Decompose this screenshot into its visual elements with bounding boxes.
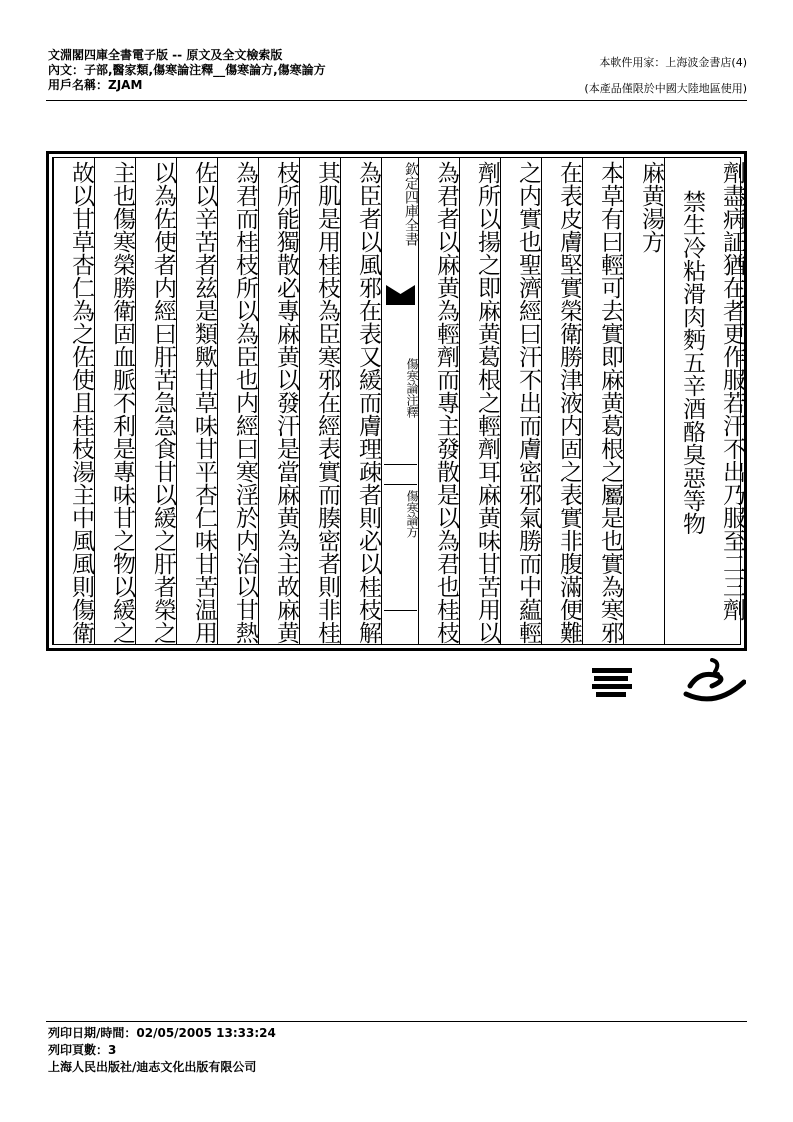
- text-column: [623, 158, 665, 644]
- text-column: [299, 158, 341, 644]
- header-title: 文淵閣四庫全書電子版 -- 原文及全文檢索版: [48, 48, 283, 62]
- column-text: 之内實也聖濟經曰汗不出而膚密邪氣勝而中藴輕: [515, 161, 541, 644]
- column-text: 禁生冷粘滑肉麪五辛酒酪臭惡等物: [679, 190, 705, 535]
- center-rule: [384, 464, 417, 465]
- center-rule: [384, 610, 417, 611]
- center-margin-column: [381, 158, 419, 644]
- center-rule: [384, 484, 417, 485]
- header-restriction: (本產品僅限於中國大陸地區使用): [584, 82, 747, 95]
- header-left: [48, 48, 326, 93]
- book-stack-icon: [592, 668, 632, 697]
- text-column: [541, 158, 583, 644]
- footer: [48, 1025, 276, 1076]
- header-divider: [46, 100, 747, 101]
- text-column: [418, 158, 460, 644]
- column-text: 佐以辛苦者兹是類歟甘草味甘平杏仁味甘苦温用: [191, 161, 217, 644]
- header-licensee: 本軟件用家：上海波金書店(4): [599, 56, 747, 69]
- column-text: 主也傷寒榮勝衛固血脈不利是專味甘之物以緩之: [109, 161, 135, 644]
- footer-print-pages: 列印頁數：3: [48, 1043, 117, 1057]
- column-text: 麻黄湯方: [638, 161, 664, 253]
- text-column: [94, 158, 136, 644]
- header-right: [584, 50, 747, 102]
- column-text: 為君而桂枝所以為臣也内經曰寒淫於内治以甘熱: [232, 161, 258, 644]
- text-column: [217, 158, 259, 644]
- text-column: [340, 158, 382, 644]
- text-column: [53, 158, 95, 644]
- column-text: 在表皮膚堅實榮衛勝津液内固之表實非腹滿便難: [556, 161, 582, 644]
- center-title: 欽定四庫全書: [403, 162, 419, 246]
- center-book-title: 傷寒論注釋: [405, 358, 419, 418]
- text-column: [500, 158, 542, 644]
- fishtail-mark-icon: [386, 285, 415, 305]
- brush-mark-icon: [686, 660, 744, 699]
- column-text: 為君者以麻黄為輕劑而專主發散是以為君也桂枝: [433, 161, 459, 644]
- column-text: 枝所能獨散必專麻黄以發汗是當麻黄為主故麻黄: [273, 161, 299, 644]
- center-chapter-title: 傷寒論方: [405, 490, 419, 538]
- column-text: 劑盡病証猶在者更作服若汗不出乃服至二三劑: [719, 161, 745, 621]
- column-text: 以為佐使者内經曰肝苦急急食甘以緩之肝者榮之: [150, 161, 176, 644]
- seal-mark-image: [592, 656, 746, 706]
- header-content-path: 內文：子部,醫家類,傷寒論注釋__傷寒論方,傷寒論方: [48, 63, 326, 77]
- text-column: [582, 158, 624, 644]
- column-text: 為臣者以風邪在表又緩而膚理疎者則必以桂枝解: [355, 161, 381, 644]
- text-column: [705, 158, 746, 644]
- footer-print-datetime: 列印日期/時間：02/05/2005 13:33:24: [48, 1026, 276, 1040]
- column-text: 其肌是用桂枝為臣寒邪在經表實而腠密者則非桂: [314, 161, 340, 644]
- text-column: [459, 158, 501, 644]
- text-column: [135, 158, 177, 644]
- column-text: 故以甘草杏仁為之佐使且桂枝湯主中風風則傷衛: [68, 161, 94, 644]
- column-text: 本草有曰輕可去實即麻黄葛根之屬是也實為寒邪: [597, 161, 623, 644]
- text-column: [176, 158, 218, 644]
- page-text-area: [52, 157, 745, 645]
- footer-divider: [46, 1021, 747, 1022]
- column-text: 劑所以揚之即麻黄葛根之輕劑耳麻黄味甘苦用以: [474, 161, 500, 644]
- footer-publisher: 上海人民出版社/迪志文化出版有限公司: [48, 1060, 257, 1074]
- text-column: [664, 158, 706, 644]
- header-username: 用戶名稱：ZJAM: [48, 78, 143, 92]
- page-frame: [46, 151, 747, 651]
- text-column: [258, 158, 300, 644]
